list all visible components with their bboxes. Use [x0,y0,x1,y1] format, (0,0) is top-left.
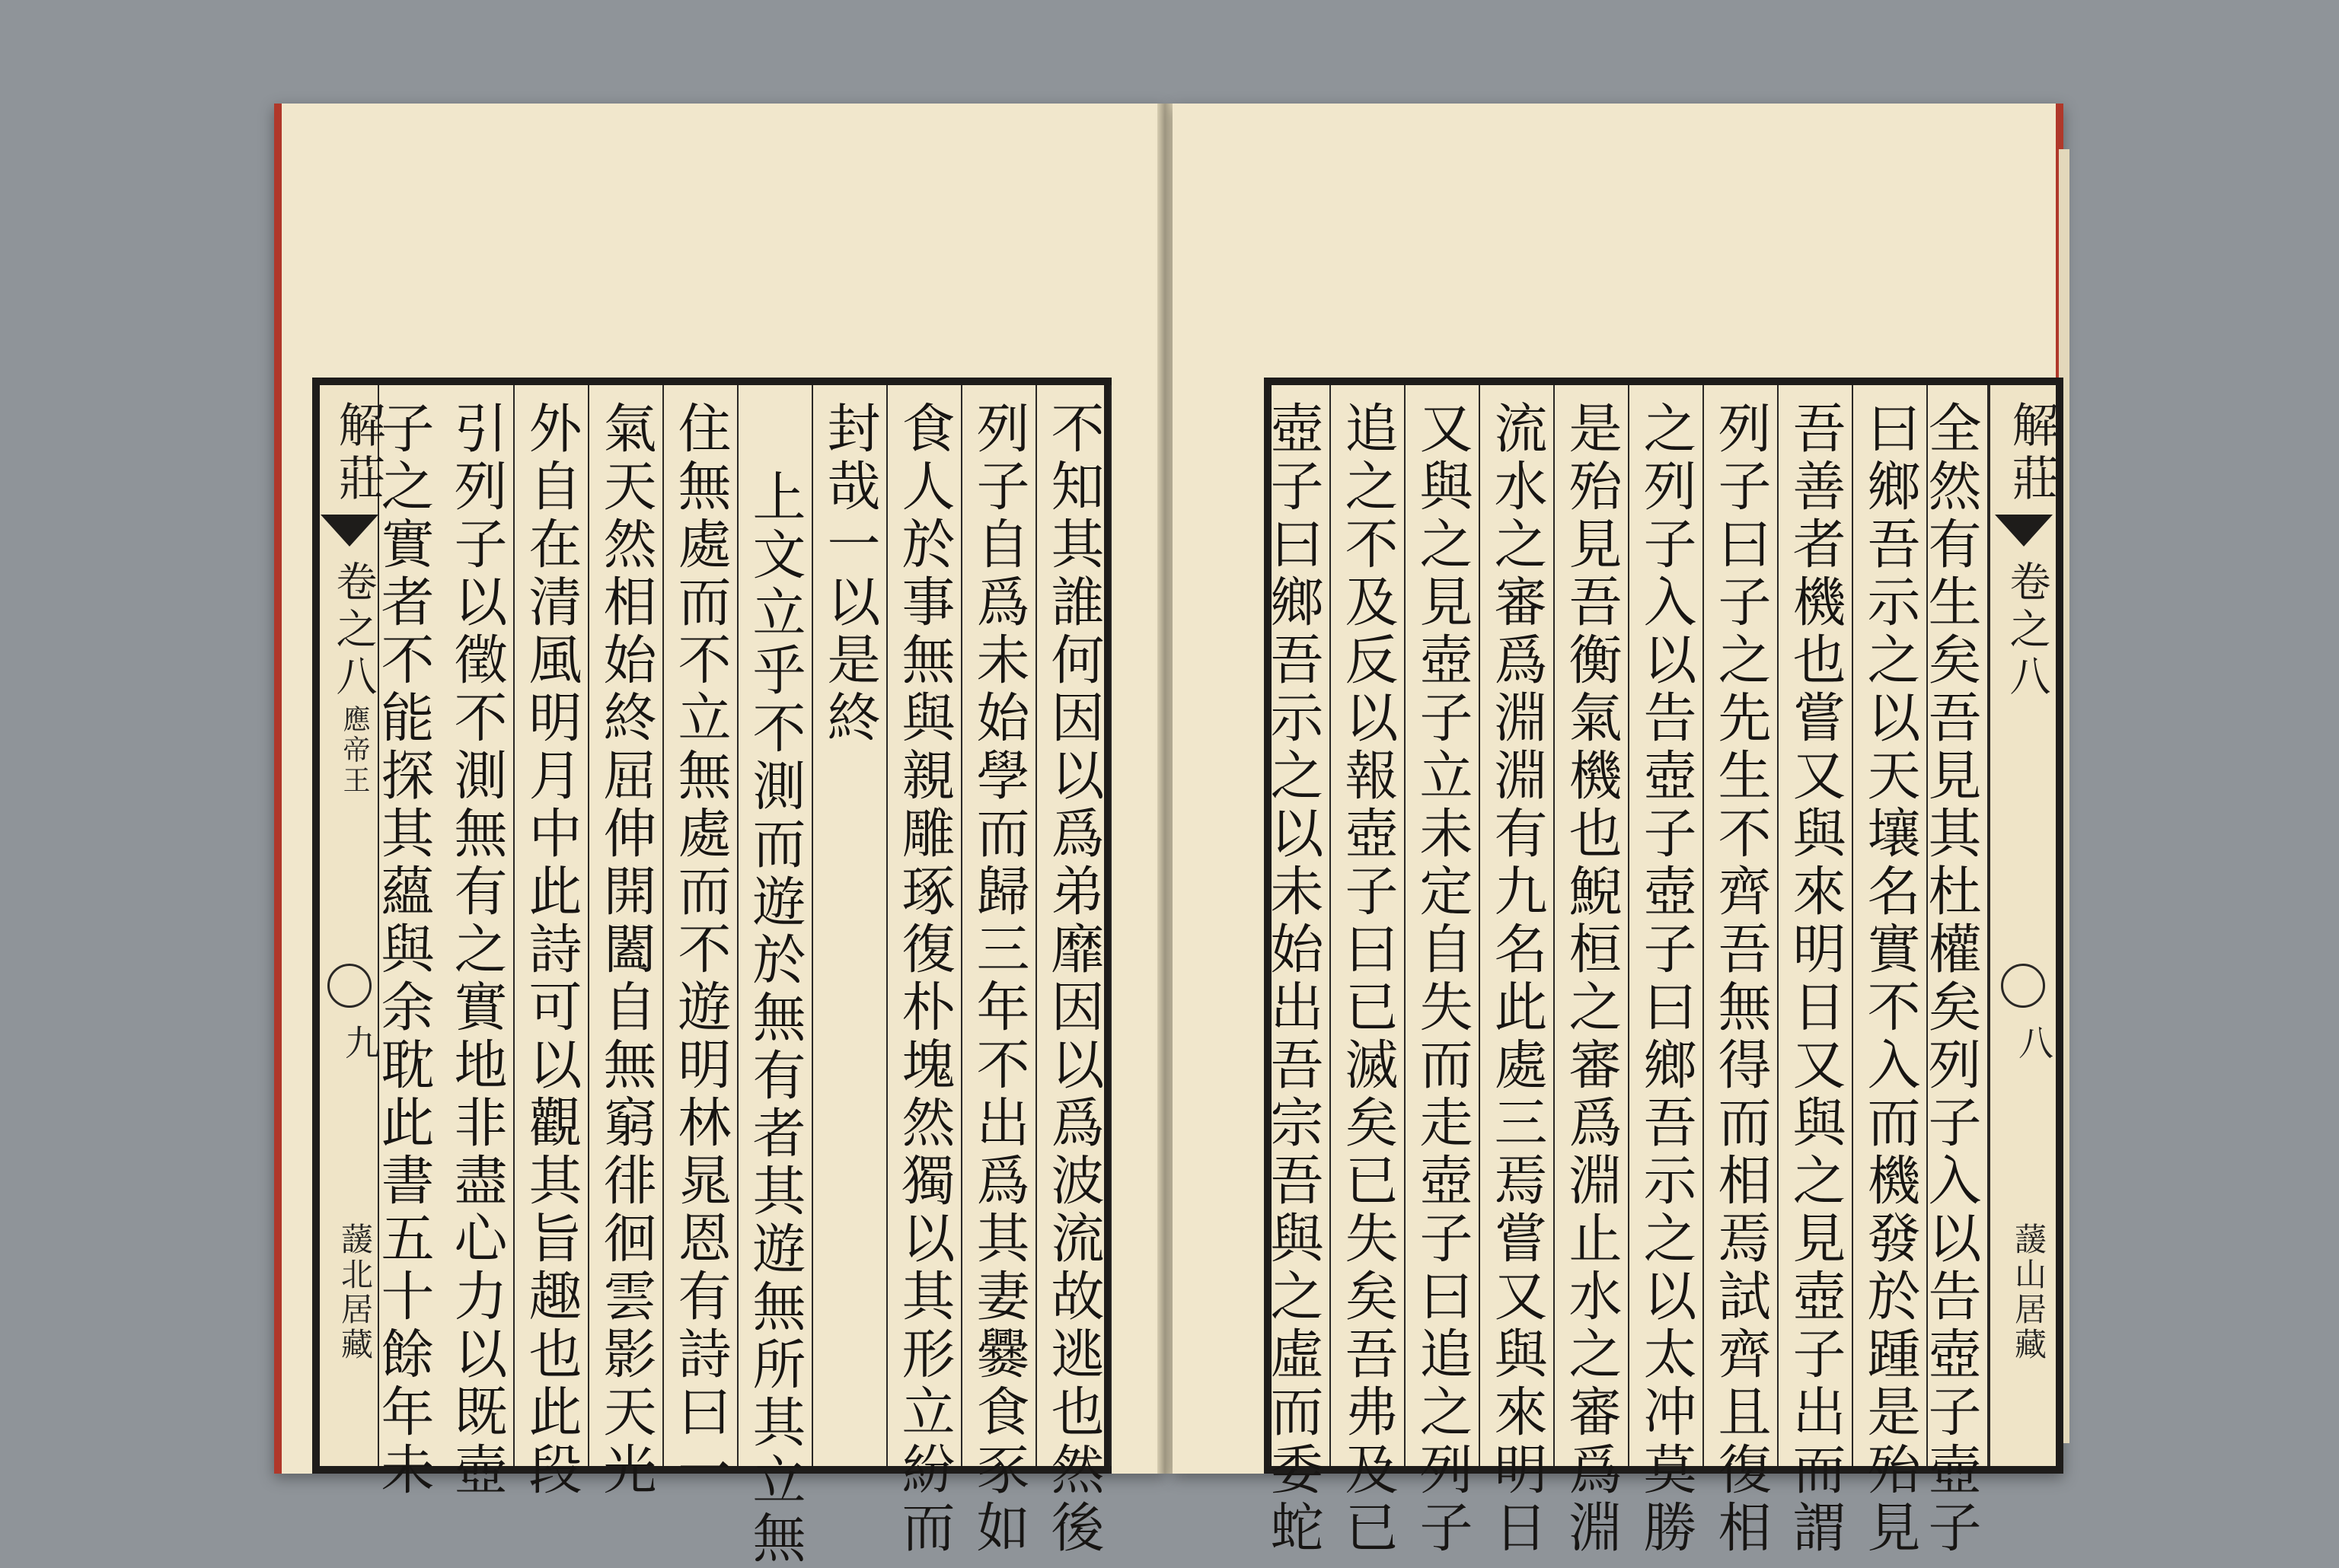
right-page [1173,104,2063,1557]
left-margin-volume: 卷之八 [330,560,378,702]
left-margin-publisher: 蘐北居藏 [337,1222,374,1362]
right-fishtail-mark [1995,515,2053,547]
right-margin-title: 解莊 [2004,400,2060,507]
left-text-column: 引列子以徵不測無有之實地非盡心力以既壺 [440,385,515,1466]
left-text-column: 食人於事無與親雕琢復朴塊然獨以其形立紛而 [888,385,962,1466]
left-text-column: 列子自爲未始學而歸三年不出爲其妻爨食豕如 [962,385,1037,1466]
right-margin-publisher: 蘐山居藏 [2010,1222,2047,1362]
right-margin-volume: 卷之八 [2003,560,2051,702]
open-book [274,88,2071,1568]
right-text-column: 是殆見吾衡氣機也鯢桓之審爲淵止水之審爲淵 [1555,385,1629,1466]
left-text-column: 子之實者不能探其蘊與余耽此書五十餘年未 [372,400,435,1499]
left-margin-chapter: 應帝王 [339,705,370,796]
right-text-column: 之列子入以告壺子壺子曰鄉吾示之以太冲莫勝 [1629,385,1704,1466]
right-block-margin [1989,385,2060,1466]
left-text-column: 封哉一以是終 [813,385,888,1466]
right-text-column: 曰鄉吾示之以天壤名實不入而機發於踵是殆見 [1853,385,1928,1466]
left-text-column: 外自在清風明月中此詩可以觀其旨趣也此段 [515,385,589,1466]
left-margin-folio: 九 [340,1025,381,1063]
right-margin-folio: 八 [2013,1025,2054,1063]
right-text-column: 壺子曰鄉吾示之以未始出吾宗吾與之虛而委蛇 [1272,385,1331,1466]
right-text-column: 全然有生矣吾見其杜權矣列子入以告壺子壺子 [1928,385,1989,1466]
left-page [274,104,1165,1568]
right-text-column: 追之不及反以報壺子曰已滅矣已失矣吾弗及已 [1331,385,1406,1466]
left-text-column: 氣天然相始終屈伸開闔自無窮徘徊雲影天光 [589,385,664,1466]
right-text-frame [1262,378,2063,1557]
right-folio-mark [2001,964,2045,1008]
left-text-frame [312,378,1112,1568]
right-text-column: 又與之見壺子立未定自失而走壺子曰追之列子 [1406,385,1480,1466]
right-text-column: 吾善者機也嘗又與來明日又與之見壺子出而謂 [1779,385,1853,1466]
left-text-column: 上文立乎不測而遊於無有者其遊無所其立無 [739,385,813,1466]
right-text-column: 列子曰子之先生不齊吾無得而相焉試齊且復相 [1704,385,1779,1466]
left-text-column: 不知其誰何因以爲弟靡因以爲波流故逃也然後 [1037,385,1112,1466]
left-folio-mark [327,964,372,1008]
left-text-column: 住無處而不立無處而不遊明林晁恩有詩曰一 [664,385,739,1466]
book-gutter [1157,104,1173,1474]
right-text-column: 流水之審爲淵淵有九名此處三焉嘗又與來明日 [1480,385,1555,1466]
left-margin-title: 解莊 [330,400,386,507]
